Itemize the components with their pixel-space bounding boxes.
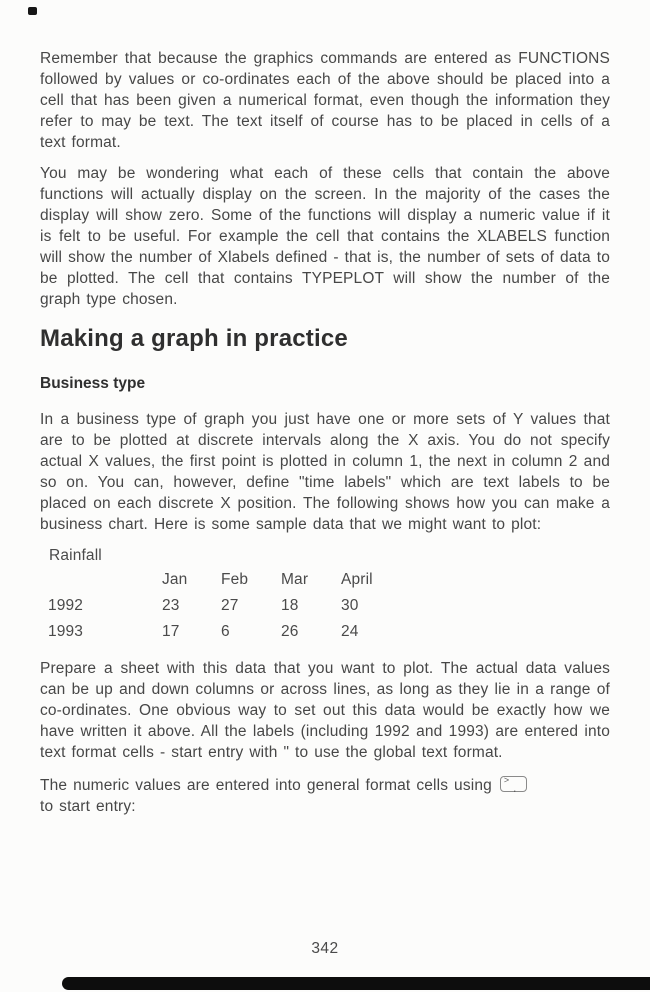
table-header-cell: April [341, 571, 373, 588]
table-cell: 30 [341, 597, 359, 614]
paragraph-intro-2: You may be wondering what each of these cells that contain the above functions will actually display on the screen. In the majority of the cases the display will show zero. Some of the functions will display a numeric value if it is felt to be useful. For example the cell that contains the XLABELS function will show the number of Xlabels defined - that is, the number of sets of data to be plotted. The cell that contains TYPEPLOT will show the number of the graph type chosen. [40, 165, 610, 308]
table-row [40, 619, 610, 645]
table-header-cell: Jan [162, 571, 188, 588]
table-cell: 27 [221, 597, 239, 614]
sample-data-table [40, 545, 610, 645]
table-cell: 1992 [48, 597, 84, 614]
table-row [40, 593, 610, 619]
table-cell: 26 [281, 623, 299, 640]
paragraph-numeric-before: The numeric values are entered into general format cells using [40, 777, 492, 794]
numeric-entry-key-icon [500, 775, 527, 795]
key-bottom-label: . [512, 780, 517, 795]
table-header-cell [48, 567, 162, 593]
paragraph-prepare-sheet: Prepare a sheet with this data that you want to plot. The actual data values can be up and down columns or across lines, as long as they lie in a range of co-ordinates. One obvious way to set out this data would be exactly how we have written it above. All the labels (including 1992 and 1993) are entered into text format cells - start entry with " to use the global text format. [40, 660, 610, 761]
table-header-cell: Feb [221, 571, 249, 588]
table-cell: 17 [162, 623, 180, 640]
subsection-heading: Business type [40, 375, 146, 392]
paragraph-numeric-values [40, 775, 610, 817]
table-cell: 24 [341, 623, 359, 640]
table-cell: 6 [221, 623, 230, 640]
table-cell: 23 [162, 597, 180, 614]
table-cell: 18 [281, 597, 299, 614]
scan-artifact-mark [28, 7, 37, 15]
table-cell: 1993 [48, 623, 84, 640]
table-header-cell: Mar [281, 571, 309, 588]
paragraph-business-type: In a business type of graph you just have one or more sets of Y values that are to be plotted at discrete intervals along the X axis. You do not specify actual X values, the first point is plotted in column 1, the next in column 2 and so on. You can, however, define "time labels" which are text labels to be placed on each discrete X position. The following shows how you can make a business chart. Here is some sample data that we might want to plot: [40, 411, 610, 533]
table-title: Rainfall [49, 547, 102, 564]
section-heading: Making a graph in practice [40, 325, 348, 352]
key-top-label: > [503, 775, 510, 785]
paragraph-numeric-after: to start entry: [40, 798, 136, 815]
table-header-row [40, 567, 610, 593]
paragraph-intro-1: Remember that because the graphics commands are entered as FUNCTIONS followed by values or co-ordinates each of the above should be placed into a cell that has been given a numerical format, even though the information they refer to may be text. The text itself of course has to be placed in cells of a text format. [40, 50, 610, 151]
page-bottom-scan-bar [62, 977, 650, 990]
page-number: 342 [311, 940, 339, 957]
